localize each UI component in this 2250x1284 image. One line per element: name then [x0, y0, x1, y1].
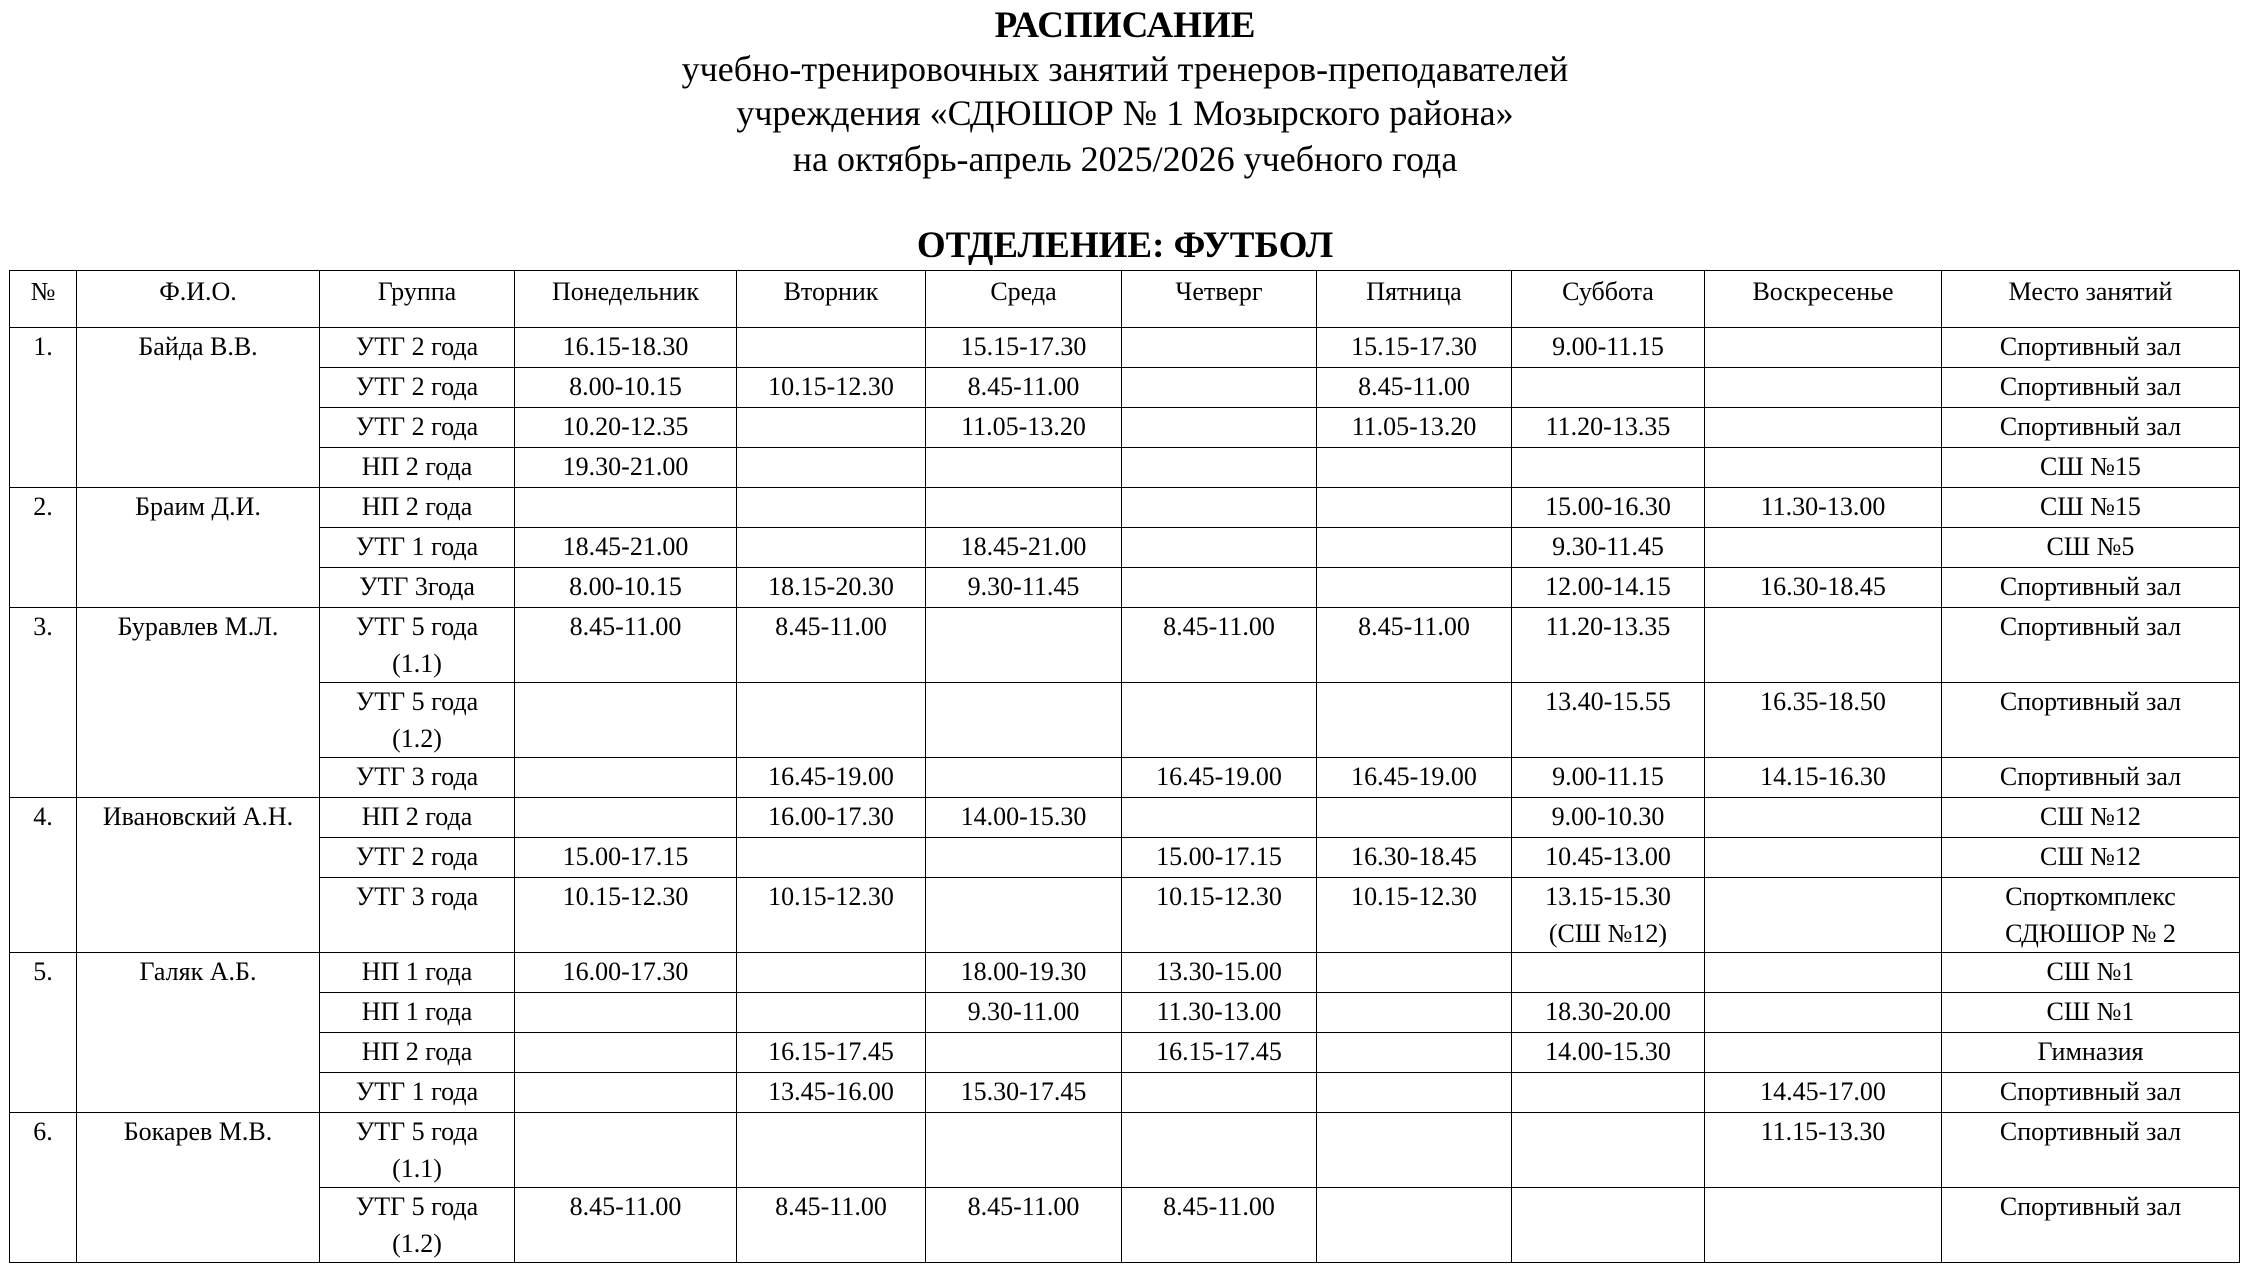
friday-cell — [1317, 1188, 1512, 1263]
sunday-cell: 16.30-18.45 — [1705, 568, 1942, 608]
thursday-cell: 15.00-17.15 — [1122, 838, 1317, 878]
col-header-name: Ф.И.О. — [77, 271, 320, 328]
place-cell: Спортивный зал — [1942, 758, 2240, 798]
monday-cell — [515, 1113, 737, 1188]
coach-name: Байда В.В. — [77, 328, 320, 488]
tuesday-cell — [737, 838, 926, 878]
group-cell: НП 2 года — [320, 488, 515, 528]
saturday-cell: 9.00-10.30 — [1512, 798, 1705, 838]
tuesday-cell — [737, 1113, 926, 1188]
place-cell: СШ №15 — [1942, 448, 2240, 488]
monday-cell: 8.00-10.15 — [515, 368, 737, 408]
thursday-cell — [1122, 448, 1317, 488]
monday-cell: 10.15-12.30 — [515, 878, 737, 953]
tuesday-cell: 10.15-12.30 — [737, 878, 926, 953]
monday-cell: 18.45-21.00 — [515, 528, 737, 568]
tuesday-cell: 10.15-12.30 — [737, 368, 926, 408]
monday-cell: 16.00-17.30 — [515, 953, 737, 993]
tuesday-cell — [737, 993, 926, 1033]
sunday-cell — [1705, 608, 1942, 683]
tuesday-cell — [737, 408, 926, 448]
wednesday-cell: 18.00-19.30 — [926, 953, 1122, 993]
table-row — [10, 838, 2240, 878]
col-header-sunday: Воскресенье — [1705, 271, 1942, 328]
table-row — [10, 568, 2240, 608]
wednesday-cell: 15.30-17.45 — [926, 1073, 1122, 1113]
page-title: РАСПИСАНИЕ — [994, 5, 1256, 46]
table-row — [10, 1113, 2240, 1188]
tuesday-cell — [737, 683, 926, 758]
sunday-cell — [1705, 993, 1942, 1033]
table-row — [10, 878, 2240, 953]
place-cell: Спортивный зал — [1942, 368, 2240, 408]
tuesday-cell: 8.45-11.00 — [737, 1188, 926, 1263]
coach-name: Браим Д.И. — [77, 488, 320, 608]
friday-cell — [1317, 488, 1512, 528]
group-cell: УТГ 2 года — [320, 838, 515, 878]
friday-cell: 8.45-11.00 — [1317, 608, 1512, 683]
friday-cell: 16.45-19.00 — [1317, 758, 1512, 798]
group-name: УТГ 5 года — [355, 1117, 479, 1146]
table-row — [10, 488, 2240, 528]
saturday-cell: 18.30-20.00 — [1512, 993, 1705, 1033]
group-cell: НП 2 года — [320, 1033, 515, 1073]
friday-cell: 15.15-17.30 — [1317, 328, 1512, 368]
saturday-cell: 12.00-14.15 — [1512, 568, 1705, 608]
thursday-cell — [1122, 568, 1317, 608]
wednesday-cell — [926, 448, 1122, 488]
thursday-cell — [1122, 408, 1317, 448]
group-subgroup: (1.1) — [392, 649, 442, 678]
thursday-cell — [1122, 528, 1317, 568]
subtitle-line-2: учреждения «СДЮШОР № 1 Мозырского района» — [736, 93, 1514, 133]
thursday-cell — [1122, 488, 1317, 528]
table-row — [10, 1188, 2240, 1263]
col-header-group: Группа — [320, 271, 515, 328]
friday-cell: 16.30-18.45 — [1317, 838, 1512, 878]
group-cell: УТГ 2 года — [320, 368, 515, 408]
sunday-cell — [1705, 1033, 1942, 1073]
wednesday-cell: 14.00-15.30 — [926, 798, 1122, 838]
friday-cell — [1317, 798, 1512, 838]
sunday-cell: 11.30-13.00 — [1705, 488, 1942, 528]
table-row — [10, 328, 2240, 368]
saturday-cell — [1512, 953, 1705, 993]
place-line-2: СДЮШОР № 2 — [2005, 919, 2176, 948]
coach-number: 5. — [10, 953, 77, 1113]
wednesday-cell: 8.45-11.00 — [926, 1188, 1122, 1263]
table-row — [10, 1033, 2240, 1073]
tuesday-cell: 16.45-19.00 — [737, 758, 926, 798]
place-cell: Спортивный зал — [1942, 408, 2240, 448]
coach-name: Бокарев М.В. — [77, 1113, 320, 1263]
place-cell: СШ №1 — [1942, 993, 2240, 1033]
monday-cell — [515, 758, 737, 798]
table-row — [10, 1073, 2240, 1113]
tuesday-cell: 18.15-20.30 — [737, 568, 926, 608]
saturday-cell: 9.00-11.15 — [1512, 328, 1705, 368]
group-name: УТГ 5 года — [355, 687, 479, 716]
place-cell: Спортивный зал — [1942, 1073, 2240, 1113]
friday-cell — [1317, 1033, 1512, 1073]
col-header-num: № — [10, 271, 77, 328]
wednesday-cell: 8.45-11.00 — [926, 368, 1122, 408]
group-cell: УТГ 2 года — [320, 328, 515, 368]
monday-cell — [515, 1033, 737, 1073]
thursday-cell — [1122, 368, 1317, 408]
place-cell: Спортивный зал — [1942, 328, 2240, 368]
tuesday-cell — [737, 328, 926, 368]
sunday-cell — [1705, 528, 1942, 568]
table-row — [10, 528, 2240, 568]
coach-number: 2. — [10, 488, 77, 608]
sunday-cell: 14.45-17.00 — [1705, 1073, 1942, 1113]
group-cell: НП 2 года — [320, 798, 515, 838]
coach-name: Галяк А.Б. — [77, 953, 320, 1113]
table-row — [10, 953, 2240, 993]
saturday-cell: 13.40-15.55 — [1512, 683, 1705, 758]
place-cell: СШ №15 — [1942, 488, 2240, 528]
wednesday-cell: 18.45-21.00 — [926, 528, 1122, 568]
saturday-cell: 11.20-13.35 — [1512, 608, 1705, 683]
group-cell: УТГ 3 года — [320, 878, 515, 953]
thursday-cell: 16.45-19.00 — [1122, 758, 1317, 798]
sunday-cell: 14.15-16.30 — [1705, 758, 1942, 798]
col-header-tuesday: Вторник — [737, 271, 926, 328]
monday-cell: 19.30-21.00 — [515, 448, 737, 488]
place-cell: СШ №12 — [1942, 798, 2240, 838]
wednesday-cell: 9.30-11.45 — [926, 568, 1122, 608]
wednesday-cell — [926, 608, 1122, 683]
wednesday-cell — [926, 683, 1122, 758]
monday-cell: 16.15-18.30 — [515, 328, 737, 368]
thursday-cell: 8.45-11.00 — [1122, 608, 1317, 683]
group-cell: УТГ 2 года — [320, 408, 515, 448]
place-cell: Спортивный зал — [1942, 683, 2240, 758]
place-cell: Спортивный зал — [1942, 568, 2240, 608]
monday-cell: 10.20-12.35 — [515, 408, 737, 448]
group-cell: НП 1 года — [320, 953, 515, 993]
thursday-cell — [1122, 1113, 1317, 1188]
monday-cell: 15.00-17.15 — [515, 838, 737, 878]
group-name: УТГ 5 года — [355, 1192, 479, 1221]
place-line-1: Спорткомплекс — [2005, 882, 2176, 911]
group-cell — [320, 608, 515, 683]
monday-cell: 8.45-11.00 — [515, 1188, 737, 1263]
subtitle-line-1: учебно-тренировочных занятий тренеров-преподавателей — [681, 49, 1569, 89]
friday-cell — [1317, 528, 1512, 568]
sunday-cell: 11.15-13.30 — [1705, 1113, 1942, 1188]
monday-cell — [515, 798, 737, 838]
coach-number: 4. — [10, 798, 77, 953]
sunday-cell — [1705, 878, 1942, 953]
place-cell: Гимназия — [1942, 1033, 2240, 1073]
department-heading: ОТДЕЛЕНИЕ: ФУТБОЛ — [916, 225, 1334, 266]
friday-cell — [1317, 568, 1512, 608]
friday-cell — [1317, 448, 1512, 488]
col-header-wednesday: Среда — [926, 271, 1122, 328]
saturday-cell — [1512, 368, 1705, 408]
monday-cell — [515, 683, 737, 758]
sunday-cell — [1705, 838, 1942, 878]
group-name: УТГ 5 года — [355, 612, 479, 641]
saturday-cell: 14.00-15.30 — [1512, 1033, 1705, 1073]
thursday-cell: 16.15-17.45 — [1122, 1033, 1317, 1073]
saturday-cell — [1512, 1073, 1705, 1113]
group-cell: УТГ 3 года — [320, 758, 515, 798]
tuesday-cell — [737, 953, 926, 993]
sunday-cell — [1705, 1188, 1942, 1263]
monday-cell — [515, 993, 737, 1033]
group-cell: УТГ 3года — [320, 568, 515, 608]
coach-number: 3. — [10, 608, 77, 798]
thursday-cell — [1122, 328, 1317, 368]
thursday-cell — [1122, 1073, 1317, 1113]
group-subgroup: (1.1) — [392, 1154, 442, 1183]
col-header-friday: Пятница — [1317, 271, 1512, 328]
group-cell: НП 2 года — [320, 448, 515, 488]
sunday-cell — [1705, 448, 1942, 488]
saturday-cell: 15.00-16.30 — [1512, 488, 1705, 528]
friday-cell: 10.15-12.30 — [1317, 878, 1512, 953]
place-cell: СШ №5 — [1942, 528, 2240, 568]
wednesday-cell — [926, 1033, 1122, 1073]
table-row — [10, 368, 2240, 408]
sunday-cell — [1705, 798, 1942, 838]
wednesday-cell — [926, 758, 1122, 798]
saturday-cell: 9.30-11.45 — [1512, 528, 1705, 568]
saturday-location-note: (СШ №12) — [1548, 919, 1668, 948]
place-cell: Спортивный зал — [1942, 1188, 2240, 1263]
tuesday-cell: 16.15-17.45 — [737, 1033, 926, 1073]
thursday-cell: 10.15-12.30 — [1122, 878, 1317, 953]
wednesday-cell: 11.05-13.20 — [926, 408, 1122, 448]
coach-number: 1. — [10, 328, 77, 488]
tuesday-cell: 13.45-16.00 — [737, 1073, 926, 1113]
thursday-cell — [1122, 683, 1317, 758]
table-row — [10, 683, 2240, 758]
group-cell — [320, 1113, 515, 1188]
table-row — [10, 408, 2240, 448]
sunday-cell — [1705, 328, 1942, 368]
friday-cell: 8.45-11.00 — [1317, 368, 1512, 408]
schedule-table — [9, 270, 2240, 1263]
header-row — [10, 271, 2240, 328]
place-cell — [1942, 878, 2240, 953]
sunday-cell — [1705, 368, 1942, 408]
group-cell — [320, 1188, 515, 1263]
subtitle-line-3: на октябрь-апрель 2025/2026 учебного года — [792, 139, 1458, 179]
coach-name: Ивановский А.Н. — [77, 798, 320, 953]
col-header-monday: Понедельник — [515, 271, 737, 328]
tuesday-cell — [737, 448, 926, 488]
friday-cell — [1317, 1113, 1512, 1188]
table-row — [10, 448, 2240, 488]
group-cell: НП 1 года — [320, 993, 515, 1033]
sunday-cell: 16.35-18.50 — [1705, 683, 1942, 758]
saturday-time: 13.15-15.30 — [1545, 882, 1671, 911]
col-header-saturday: Суббота — [1512, 271, 1705, 328]
table-row — [10, 608, 2240, 683]
coach-name: Буравлев М.Л. — [77, 608, 320, 798]
saturday-cell — [1512, 1113, 1705, 1188]
place-cell: Спортивный зал — [1942, 608, 2240, 683]
sunday-cell — [1705, 953, 1942, 993]
place-cell: СШ №12 — [1942, 838, 2240, 878]
wednesday-cell — [926, 1113, 1122, 1188]
monday-cell — [515, 488, 737, 528]
saturday-cell: 9.00-11.15 — [1512, 758, 1705, 798]
table-row — [10, 798, 2240, 838]
wednesday-cell — [926, 488, 1122, 528]
col-header-place: Место занятий — [1942, 271, 2240, 328]
table-row — [10, 993, 2240, 1033]
tuesday-cell: 16.00-17.30 — [737, 798, 926, 838]
sunday-cell — [1705, 408, 1942, 448]
wednesday-cell: 9.30-11.00 — [926, 993, 1122, 1033]
friday-cell: 11.05-13.20 — [1317, 408, 1512, 448]
saturday-cell — [1512, 1188, 1705, 1263]
friday-cell — [1317, 953, 1512, 993]
saturday-cell — [1512, 448, 1705, 488]
wednesday-cell — [926, 838, 1122, 878]
thursday-cell — [1122, 798, 1317, 838]
saturday-cell: 10.45-13.00 — [1512, 838, 1705, 878]
wednesday-cell — [926, 878, 1122, 953]
thursday-cell: 11.30-13.00 — [1122, 993, 1317, 1033]
col-header-thursday: Четверг — [1122, 271, 1317, 328]
group-cell — [320, 683, 515, 758]
group-subgroup: (1.2) — [392, 1229, 442, 1258]
group-subgroup: (1.2) — [392, 724, 442, 753]
table-row — [10, 758, 2240, 798]
place-cell: СШ №1 — [1942, 953, 2240, 993]
tuesday-cell — [737, 488, 926, 528]
friday-cell — [1317, 993, 1512, 1033]
tuesday-cell — [737, 528, 926, 568]
thursday-cell: 13.30-15.00 — [1122, 953, 1317, 993]
monday-cell: 8.00-10.15 — [515, 568, 737, 608]
monday-cell: 8.45-11.00 — [515, 608, 737, 683]
place-cell: Спортивный зал — [1942, 1113, 2240, 1188]
coach-number: 6. — [10, 1113, 77, 1263]
saturday-cell — [1512, 878, 1705, 953]
tuesday-cell: 8.45-11.00 — [737, 608, 926, 683]
thursday-cell: 8.45-11.00 — [1122, 1188, 1317, 1263]
saturday-cell: 11.20-13.35 — [1512, 408, 1705, 448]
group-cell: УТГ 1 года — [320, 1073, 515, 1113]
friday-cell — [1317, 1073, 1512, 1113]
wednesday-cell: 15.15-17.30 — [926, 328, 1122, 368]
monday-cell — [515, 1073, 737, 1113]
friday-cell — [1317, 683, 1512, 758]
group-cell: УТГ 1 года — [320, 528, 515, 568]
